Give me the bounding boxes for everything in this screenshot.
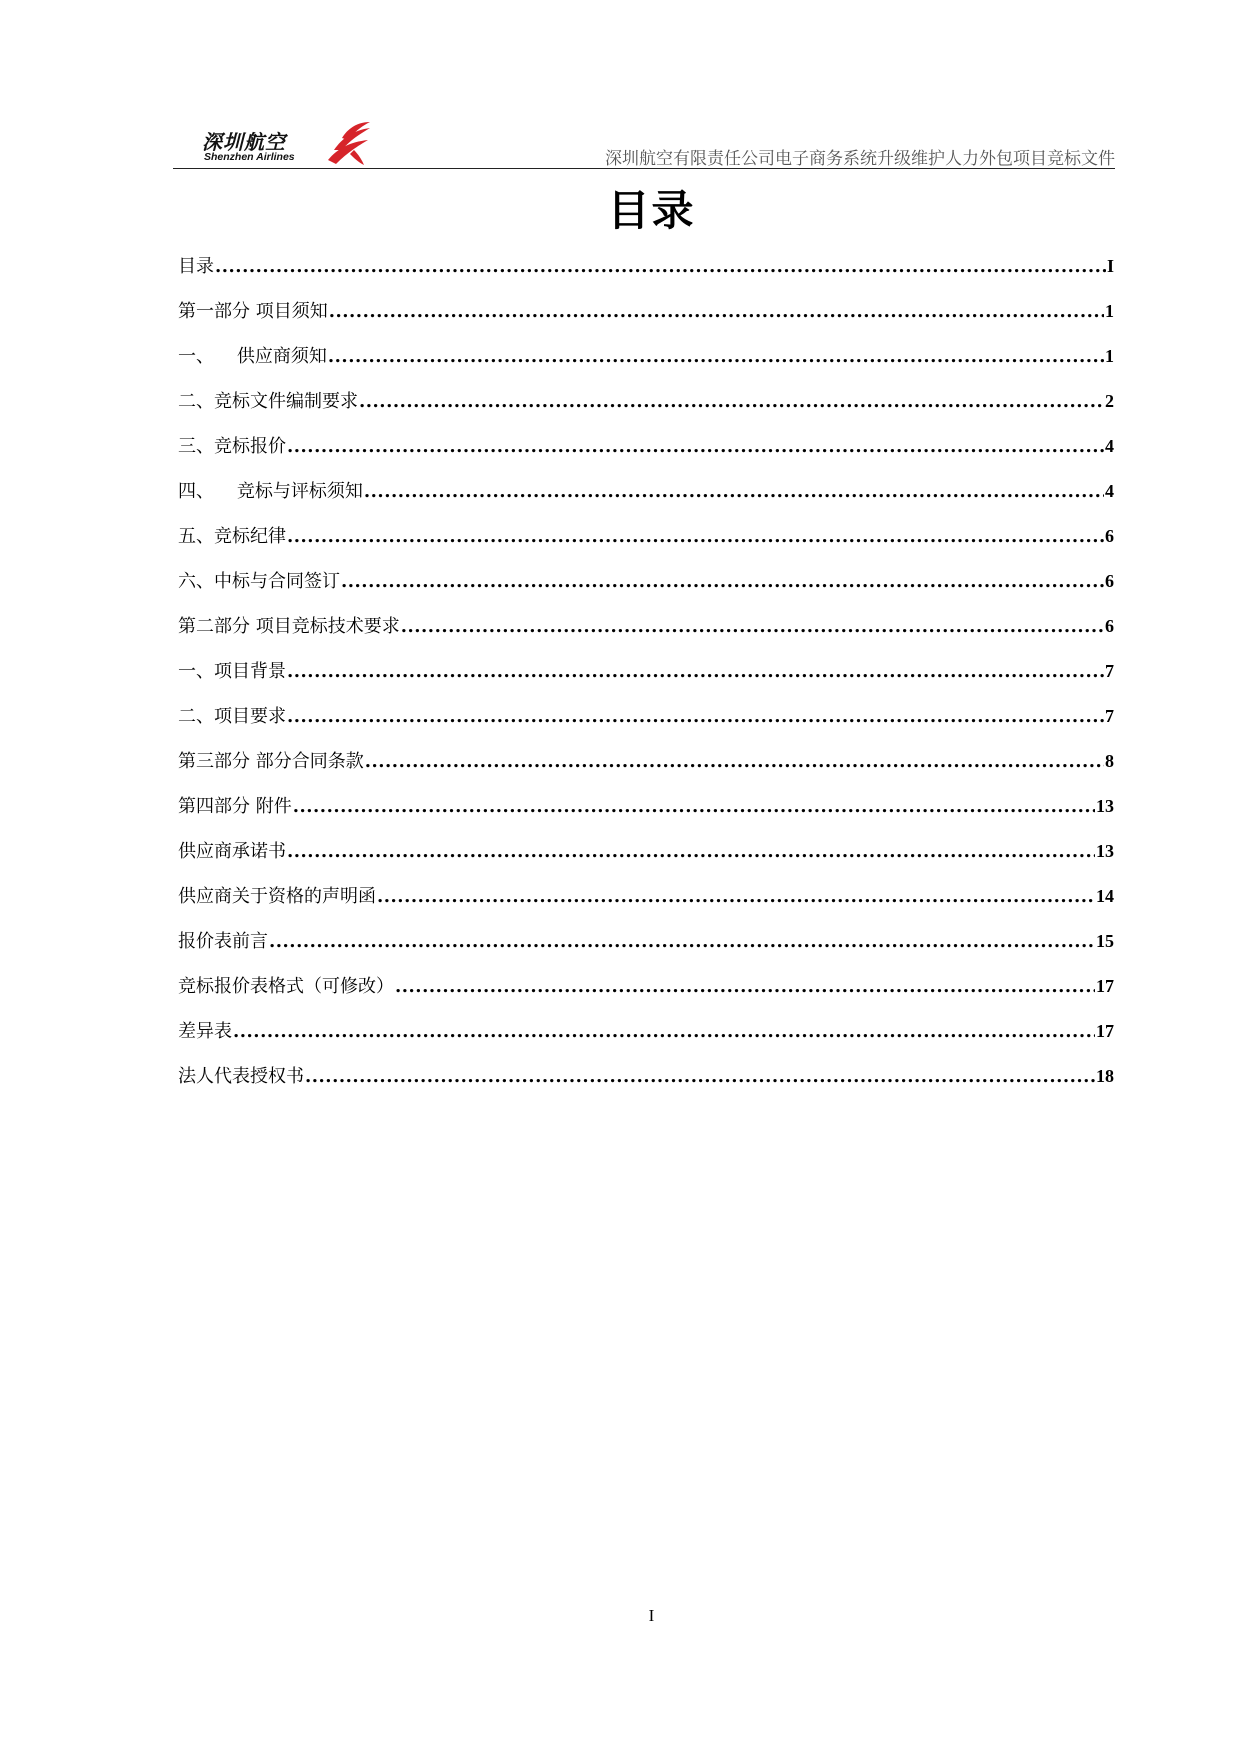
toc-page-number: 2	[1105, 391, 1114, 411]
toc-entry-label: 五、竞标纪律	[178, 526, 286, 547]
logo-english-text: Shenzhen Airlines	[204, 151, 295, 163]
toc-entry-label: 二、项目要求	[178, 706, 286, 727]
toc-entry[interactable]	[178, 792, 1114, 837]
toc-leader-dots	[341, 571, 1104, 592]
toc-entry[interactable]	[178, 1062, 1114, 1107]
toc-page-number: 6	[1105, 571, 1114, 591]
toc-entry-label: 四、 竞标与评标须知	[178, 481, 363, 502]
toc-page-number: 6	[1105, 616, 1114, 636]
page-title: 目录	[607, 186, 696, 235]
toc-entry-label: 报价表前言	[178, 931, 268, 952]
toc-leader-dots	[287, 526, 1104, 547]
logo-chinese-text: 深圳航空	[202, 130, 286, 154]
toc-entry-label: 第二部分 项目竞标技术要求	[178, 616, 400, 637]
toc-entry-label: 供应商承诺书	[178, 841, 286, 862]
toc-leader-dots	[269, 931, 1095, 952]
toc-entry[interactable]	[178, 927, 1114, 972]
toc-entry[interactable]	[178, 882, 1114, 927]
toc-entry-label: 二、竞标文件编制要求	[178, 391, 358, 412]
toc-entry[interactable]	[178, 477, 1114, 522]
toc-leader-dots	[329, 301, 1104, 322]
toc-entry-label: 第三部分 部分合同条款	[178, 751, 364, 772]
toc-leader-dots	[287, 841, 1095, 862]
toc-page-number: 18	[1096, 1066, 1114, 1086]
toc-entry[interactable]	[178, 1017, 1114, 1062]
toc-page-number: 4	[1105, 436, 1114, 456]
header-divider	[173, 168, 1115, 169]
toc-leader-dots	[395, 976, 1095, 997]
toc-entry[interactable]	[178, 567, 1114, 612]
shenzhen-airlines-logo	[196, 120, 372, 170]
toc-entry-label: 六、中标与合同签订	[178, 571, 340, 592]
toc-entry[interactable]	[178, 837, 1114, 882]
toc-leader-dots	[293, 796, 1095, 817]
toc-entry[interactable]	[178, 747, 1114, 792]
toc-entry-label: 一、项目背景	[178, 661, 286, 682]
page-number-footer: I	[648, 1606, 655, 1625]
toc-entry[interactable]	[178, 342, 1114, 387]
toc-entry-label: 三、竞标报价	[178, 436, 286, 457]
toc-entry-label: 供应商关于资格的声明函	[178, 886, 376, 907]
document-running-title: 深圳航空有限责任公司电子商务系统升级维护人力外包项目竞标文件	[605, 149, 1115, 169]
toc-entry-label: 目录	[178, 256, 214, 277]
toc-entry-label: 竞标报价表格式（可修改）	[178, 976, 394, 997]
toc-entry[interactable]	[178, 612, 1114, 657]
toc-entry[interactable]	[178, 252, 1114, 297]
toc-leader-dots	[377, 886, 1095, 907]
toc-entry-label: 一、 供应商须知	[178, 346, 327, 367]
toc-entry-label: 法人代表授权书	[178, 1066, 304, 1087]
toc-page-number: 1	[1105, 346, 1114, 366]
toc-leader-dots	[401, 616, 1104, 637]
toc-page-number: 15	[1096, 931, 1114, 951]
toc-leader-dots	[215, 256, 1106, 277]
toc-page-number: 1	[1105, 301, 1114, 321]
toc-entry-label: 第一部分 项目须知	[178, 301, 328, 322]
toc-leader-dots	[287, 706, 1104, 727]
toc-leader-dots	[328, 346, 1104, 367]
toc-entry[interactable]	[178, 387, 1114, 432]
toc-page-number: 17	[1096, 976, 1114, 996]
toc-entry[interactable]	[178, 522, 1114, 567]
toc-page-number: I	[1106, 256, 1114, 276]
toc-leader-dots	[287, 436, 1104, 457]
toc-entry[interactable]	[178, 702, 1114, 747]
toc-entry[interactable]	[178, 972, 1114, 1017]
toc-page-number: 13	[1096, 796, 1114, 816]
table-of-contents	[178, 252, 1114, 1107]
toc-page-number: 8	[1105, 751, 1114, 771]
toc-entry[interactable]	[178, 657, 1114, 702]
toc-leader-dots	[365, 751, 1104, 772]
kunpeng-bird-icon	[324, 120, 372, 166]
toc-page-number: 7	[1105, 706, 1114, 726]
toc-entry-label: 第四部分 附件	[178, 796, 292, 817]
toc-entry[interactable]	[178, 297, 1114, 342]
toc-page-number: 7	[1105, 661, 1114, 681]
toc-entry[interactable]	[178, 432, 1114, 477]
page-header	[173, 110, 1115, 168]
toc-page-number: 6	[1105, 526, 1114, 546]
toc-page-number: 14	[1096, 886, 1114, 906]
toc-leader-dots	[359, 391, 1104, 412]
toc-page-number: 13	[1096, 841, 1114, 861]
toc-entry-label: 差异表	[178, 1021, 232, 1042]
toc-leader-dots	[305, 1066, 1095, 1087]
toc-leader-dots	[287, 661, 1104, 682]
toc-leader-dots	[233, 1021, 1095, 1042]
toc-leader-dots	[364, 481, 1104, 502]
toc-page-number: 17	[1096, 1021, 1114, 1041]
toc-page-number: 4	[1105, 481, 1114, 501]
